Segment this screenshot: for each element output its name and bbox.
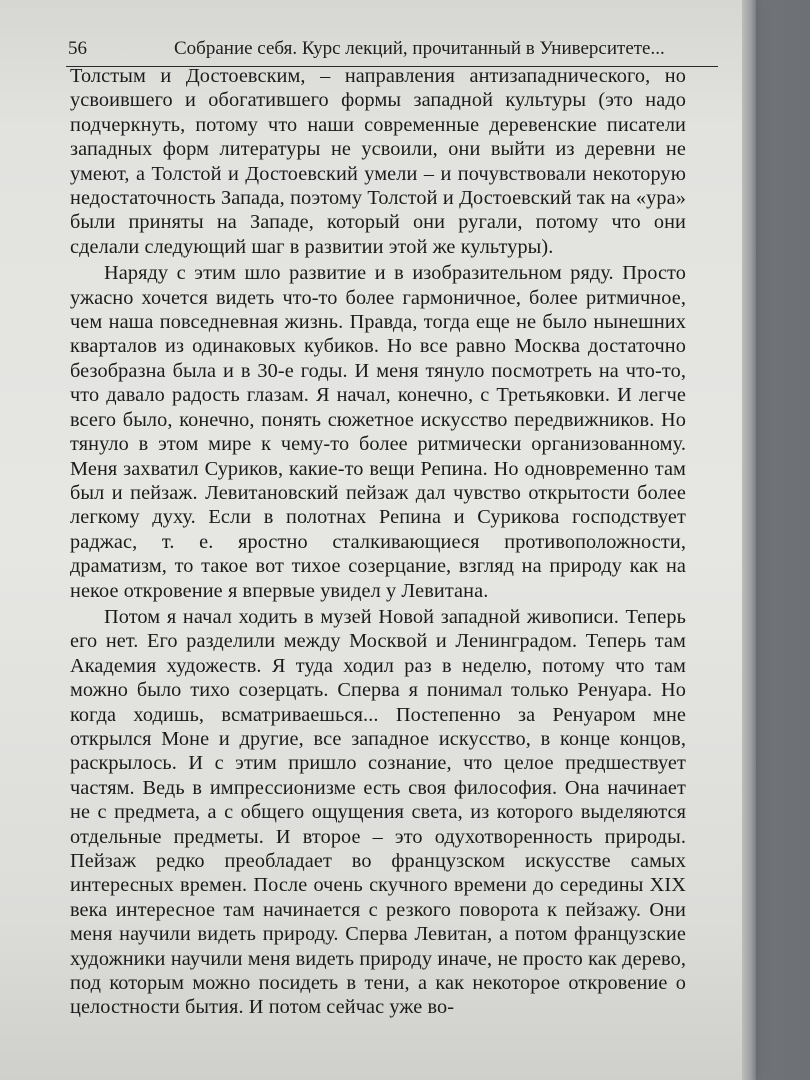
page-edge: [742, 0, 756, 1080]
running-head: Собрание себя. Курс лекций, прочитанный в Университете...: [174, 38, 665, 59]
page-header: [66, 36, 718, 67]
paragraph-3: Потом я начал ходить в музей Новой западной живописи. Теперь его нет. Его разделили между Москвой и Ленинградом. Теперь там Академия художеств. Я туда ходил раз в неделю, потому что там можно было тихо созерцать. Сперва я понимал только Ренуара. Но когда ходишь, всматриваешься... Постепенно за Ренуаром мне открылся Моне и другие, все западное искусство, в конце концов, раскрылось. И с этим пришло сознание, что целое предшествует частям. Ведь в импрессионизме есть своя философия. Она начинает не с предмета, а с общего ощущения света, из которого выделяются отдельные предметы. И второе – это одухотворенность природы. Пейзаж редко преобладает во французском искусстве самых интересных времен. После очень скучного времени до середины XIX века интересное там начинается с резкого поворота к пейзажу. Они меня научили видеть природу. Сперва Левитан, а потом французские художники научили меня видеть природу иначе, не просто как дерево, под которым можно посидеть в тени, а как некоторое откровение о целостности бытия. И потом сейчас уже во-: [70, 605, 686, 1019]
page-body: [70, 64, 686, 1020]
paragraph-1: Толстым и Достоевским, – направления антизападнического, но усвоившего и обогатившего формы западной культуры (это надо подчеркнуть, потому что наши современные деревенские писатели западных форм литературы не усвоили, они выйти из деревни не умеют, а Толстой и Достоевский умели – и почувствовали некоторую недостаточность Запада, поэтому Толстой и Достоевский так на «ура» были приняты на Западе, который они ругали, потому что они сделали следующий шаг в развитии этой же культуры).: [70, 65, 686, 258]
page-number: 56: [68, 38, 87, 59]
paragraph-2: Наряду с этим шло развитие и в изобразительном ряду. Просто ужасно хочется видеть что-то более гармоничное, более ритмичное, чем наша повседневная жизнь. Правда, тогда еще не было нынешних кварталов из одинаковых кубиков. Но все равно Москва достаточно безобразна была и в 30-е годы. И меня тянуло посмотреть на что-то, что давало радость глазам. Я начал, конечно, с Третьяковки. И легче всего было, конечно, понять сюжетное искусство передвижников. Но тянуло в этом мире к чему-то более ритмически организованному. Меня захватил Суриков, какие-то вещи Репина. Но одновременно там был и пейзаж. Левитановский пейзаж дал чувство открытости более легкому духу. Если в полотнах Репина и Сурикова господствует раджас, т. е. яростно сталкивающиеся противоположности, драматизм, то такое вот тихое созерцание, взгляд на природу как на некое откровение я впервые увидел у Левитана.: [70, 262, 686, 602]
